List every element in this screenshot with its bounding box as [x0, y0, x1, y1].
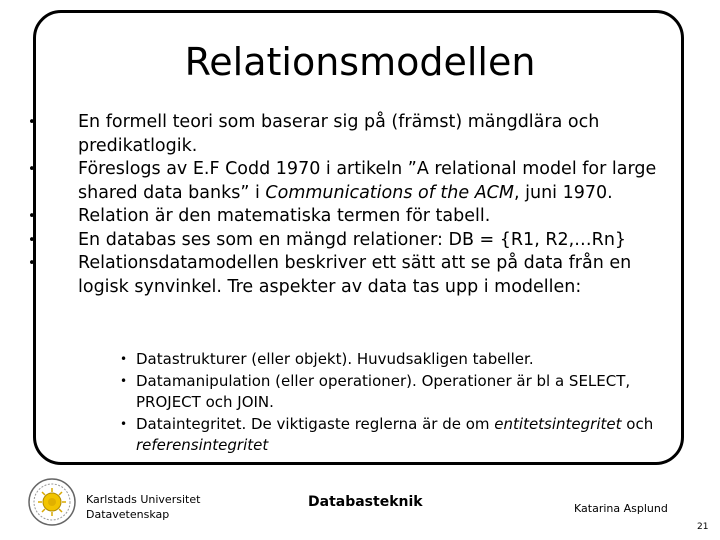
- bullet-dot-icon: •: [28, 209, 36, 224]
- footer-department: Datavetenskap: [86, 508, 170, 521]
- bullet-dot-icon: •: [120, 352, 128, 366]
- bullet-text: Relationsdatamodellen beskriver ett sätt att se på data från en logisk synvinkel. Tre aspekter av data tas upp i modellen:: [78, 253, 632, 297]
- slide-title: Relationsmodellen: [184, 40, 536, 84]
- bullet-list: [25, 111, 685, 299]
- bullet-text-post: , juni 1970.: [514, 182, 613, 203]
- bullet-text: Relation är den matematiska termen för tabell.: [78, 206, 491, 226]
- bullet-dot-icon: •: [120, 373, 128, 388]
- sub-bullet-item: [118, 349, 678, 371]
- page-number: 21: [697, 522, 709, 532]
- sub-bullet-text: Datastrukturer (eller objekt). Huvudsakligen tabeller.: [136, 350, 534, 368]
- bullet-item: [25, 158, 685, 205]
- sub-bullet-list: [118, 349, 678, 457]
- bullet-text: En databas ses som en mängd relationer: DB = {R1, R2,…Rn}: [78, 229, 627, 250]
- bullet-dot-icon: •: [28, 256, 36, 271]
- sub-bullet-item: [118, 414, 678, 457]
- sub-bullet-item: [118, 371, 678, 414]
- bullet-item: [25, 252, 685, 299]
- sub-bullet-text-mid: och: [621, 414, 654, 433]
- sub-bullet-emphasis-2: referensintegritet: [136, 436, 269, 454]
- bullet-item: [25, 205, 685, 229]
- footer-course-name: Databasteknik: [308, 494, 423, 510]
- footer-author: Katarina Asplund: [574, 502, 668, 515]
- bullet-text-emphasis: Communications of the ACM: [265, 182, 515, 203]
- bullet-dot-icon: •: [28, 115, 36, 130]
- bullet-dot-icon: •: [120, 416, 128, 431]
- footer-university: Karlstads Universitet: [86, 493, 201, 506]
- sub-bullet-text-pre: Dataintegritet. De viktigaste reglerna är de om: [136, 414, 495, 433]
- sub-bullet-text: Datamanipulation (eller operationer). Operationer är bl a SELECT, PROJECT och JOIN.: [136, 371, 631, 411]
- bullet-dot-icon: •: [28, 232, 36, 248]
- bullet-text-pre: Föreslogs av E.F Codd 1970 i artikeln ”A relational model for large shared data banks” i: [78, 159, 657, 203]
- bullet-text: En formell teori som baserar sig på (främst) mängdlära och predikatlogik.: [78, 112, 600, 156]
- sub-bullet-emphasis-1: entitetsintegritet: [494, 414, 622, 433]
- bullet-item: [25, 229, 685, 253]
- university-seal-logo: [27, 477, 77, 527]
- bullet-item: [25, 111, 685, 158]
- bullet-dot-icon: •: [28, 162, 36, 177]
- footer-organization: [86, 492, 200, 522]
